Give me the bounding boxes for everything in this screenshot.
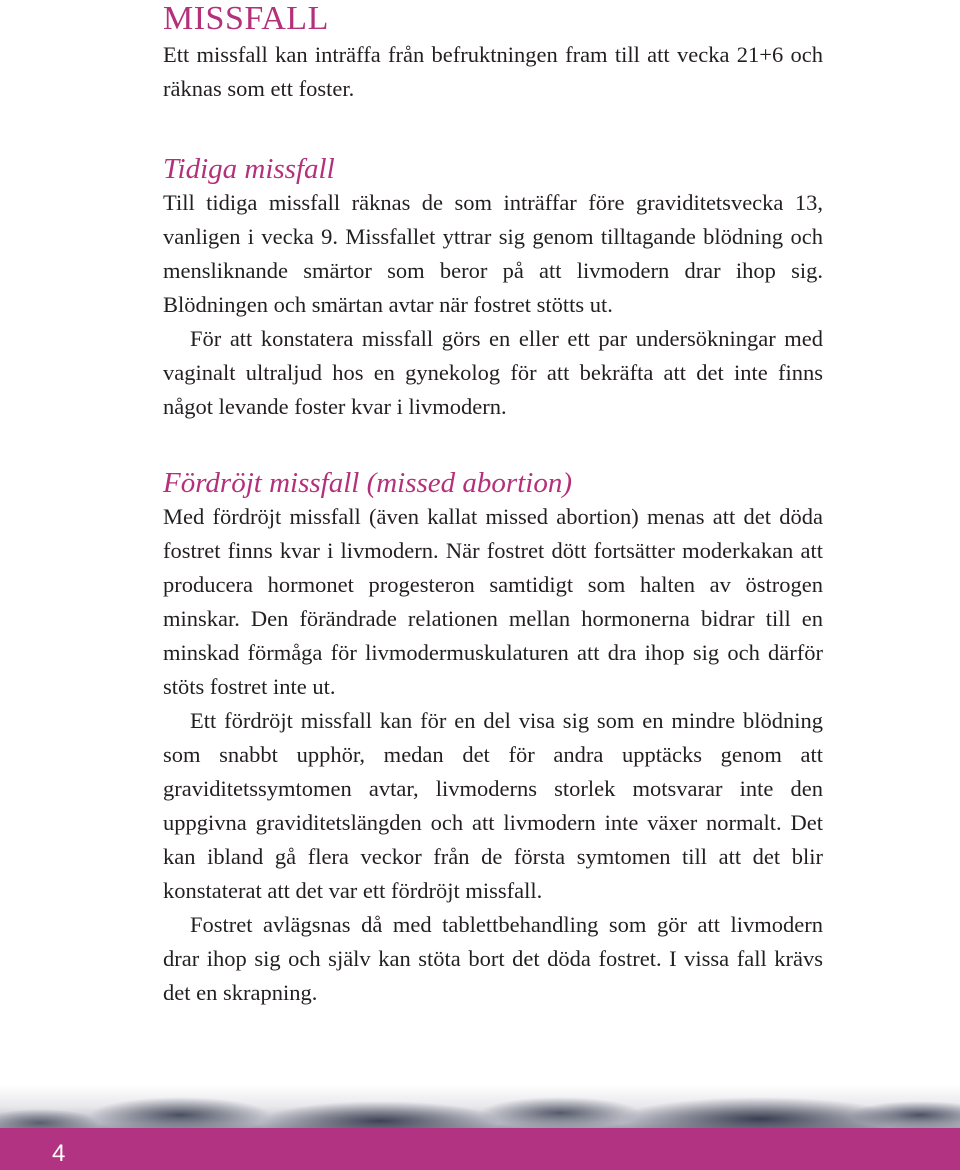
section-paragraph: Fostret avlägsnas då med tablettbehandling som gör att livmodern drar ihop sig och själv kan stöta bort det döda fostret. I vissa fall krävs det en skrapning. <box>163 912 823 1005</box>
page-content <box>163 0 823 1010</box>
page-title: MISSFALL <box>163 0 329 37</box>
spacer <box>163 106 823 152</box>
footer-decorative-image <box>0 1085 960 1132</box>
page-number: 4 <box>52 1140 66 1167</box>
section-paragraph: Ett fördröjt missfall kan för en del visa sig som en mindre blödning som snabbt upphör, medan det för andra upptäcks genom att graviditetssymtomen avtar, livmoderns storlek motsvarar inte den uppgivna graviditetslängden och att livmodern inte växer normalt. Det kan ibland gå flera veckor från de första symtomen till att det blir konstaterat att det var ett fördröjt missfall. <box>163 708 823 903</box>
intro-paragraph: Ett missfall kan inträffa från befruktningen fram till att vecka 21+6 och räknas som ett foster. <box>163 42 823 101</box>
section-paragraph: För att konstatera missfall görs en eller ett par undersökningar med vaginalt ultraljud hos en gynekolog för att bekräfta att det inte finns något levande foster kvar i livmodern. <box>163 326 823 419</box>
footer-bar <box>0 1128 960 1170</box>
section-paragraph: Med fördröjt missfall (även kallat missed abortion) menas att det döda fostret finns kvar i livmodern. När fostret dött fortsätter moderkakan att producera hormonet progesteron samtidigt som halten av östrogen minskar. Den förändrade relationen mellan hormonerna bidrar till en minskad förmåga för livmodermuskulaturen att dra ihop sig och därför stöts fostret inte ut. <box>163 504 823 699</box>
section-paragraph: Till tidiga missfall räknas de som inträffar före graviditetsvecka 13, vanligen i vecka 9. Missfallet yttrar sig genom tilltagande blödning och mensliknande smärtor som beror på att livmodern drar ihop sig. Blödningen och smärtan avtar när fostret stötts ut. <box>163 190 823 317</box>
spacer <box>163 424 823 466</box>
section-heading-early-miscarriage: Tidiga missfall <box>163 153 335 185</box>
section-heading-missed-abortion: Fördröjt missfall (missed abortion) <box>163 467 572 499</box>
